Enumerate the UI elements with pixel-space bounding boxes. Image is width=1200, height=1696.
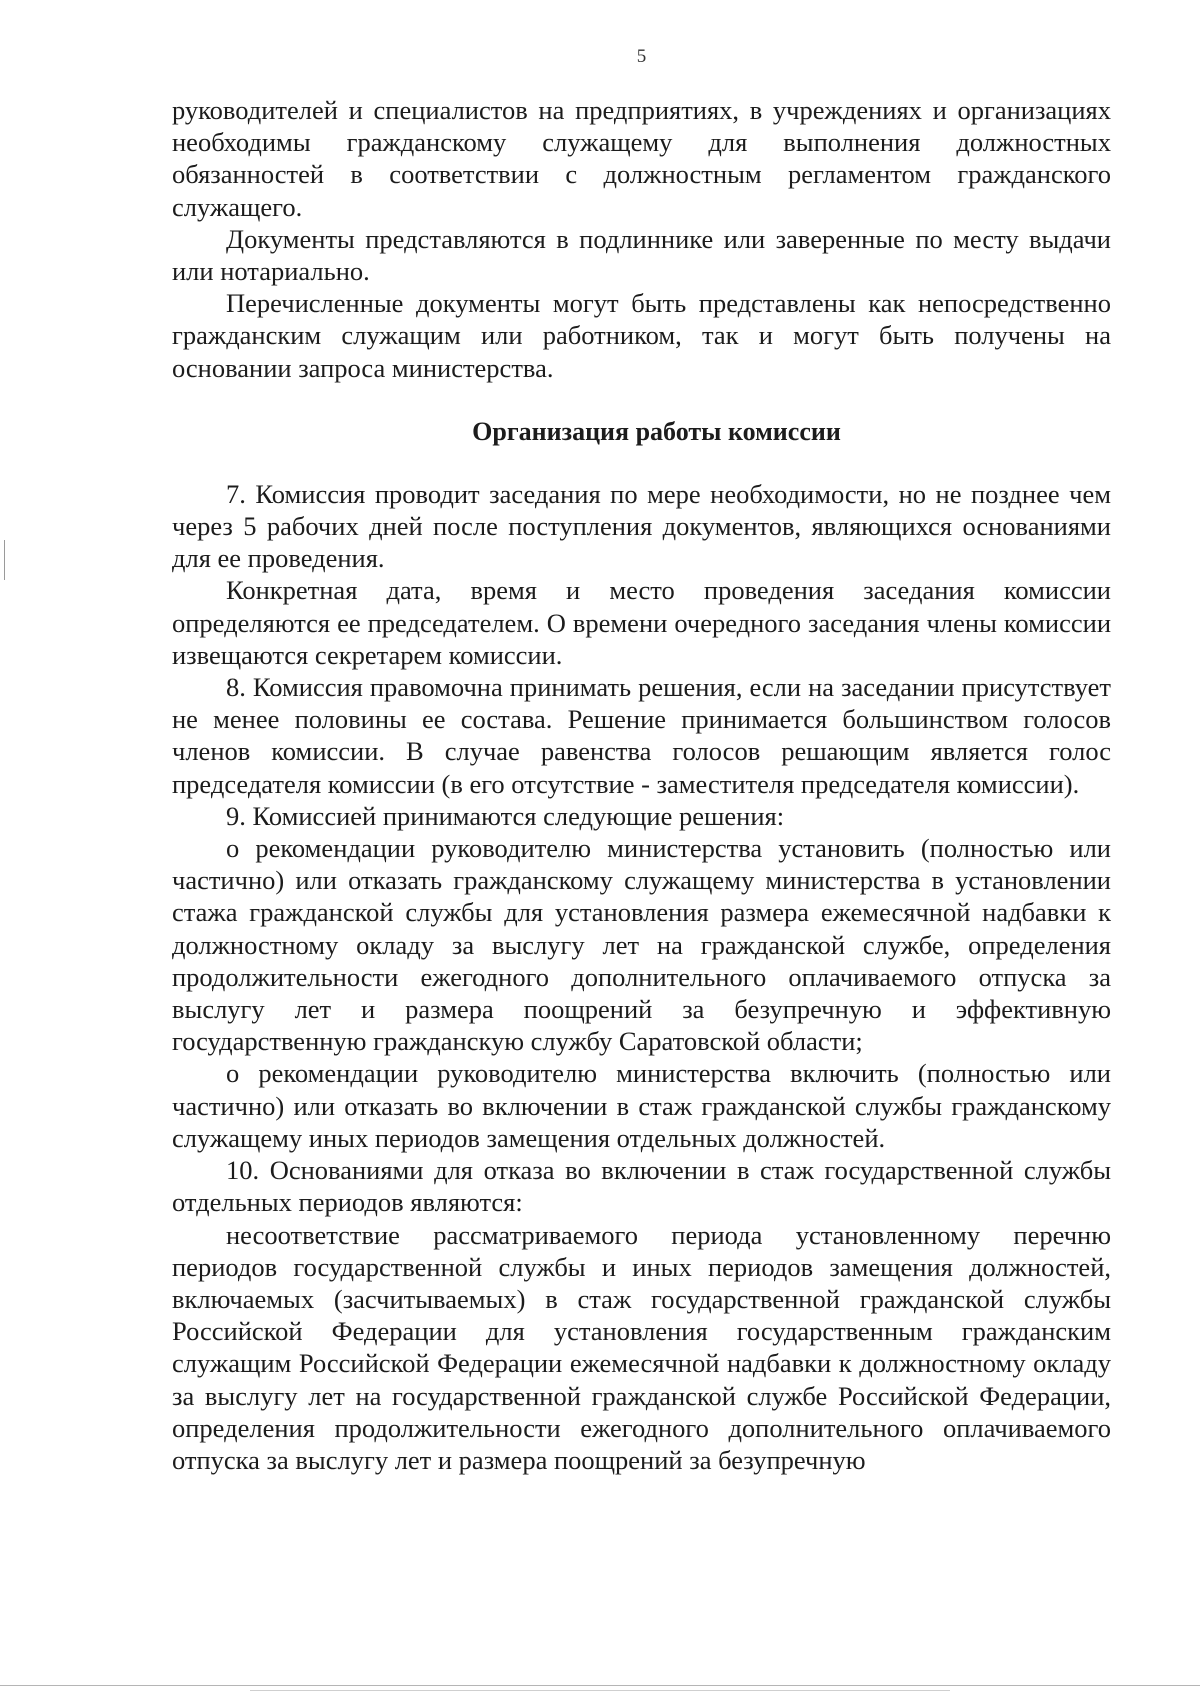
paragraph-meeting-date: Конкретная дата, время и место проведения заседания комиссии определяются ее председателем. О времени очередного заседания члены комиссии извещаются секретарем комиссии. [172,575,1111,670]
document-body [172,94,1111,1476]
paragraph-item-9: 9. Комиссией принимаются следующие решения: [226,800,785,831]
paragraph-documents-originals: Документы представляются в подлиннике или заверенные по месту выдачи или нотариально. [172,223,1111,287]
paragraph-documents-submission: Перечисленные документы могут быть представлены как непосредственно гражданским служащим или работником, так и могут быть получены на основании запроса министерства. [172,288,1111,383]
paragraph-grounds-mismatch: несоответствие рассматриваемого периода установленному перечню периодов государственной службы и иных периодов замещения должностей, включаемых (засчитываемых) в стаж государственной гражданской службы Российской Федерации для установления государственным гражданским служащим Российской Федерации ежемесячной надбавки к должностному окладу за выслугу лет на государственной гражданской службе Российской Федерации, определения продолжительности ежегодного дополнительного оплачиваемого отпуска за выслугу лет и размера поощрений за безупречную [172,1219,1111,1475]
paragraph-decision-establish: о рекомендации руководителю министерства установить (полностью или частично) или отказать гражданскому служащему министерства в установлении стажа гражданской службы для установления размера ежемесячной надбавки к должностному окладу за выслугу лет на гражданской службе, определения продолжительности ежегодного дополнительного оплачиваемого отпуска за выслугу лет и размера поощрений за безупречную и эффективную государственную гражданскую службу Саратовской области; [172,833,1111,1057]
scan-margin-mark [4,540,5,580]
scan-bottom-edge [0,1685,1200,1686]
paragraph-item-10: 10. Основаниями для отказа во включении в стаж государственной службы отдельных периодов являются: [172,1155,1111,1218]
page-number: 5 [636,46,647,67]
paragraph-item-8: 8. Комиссия правомочна принимать решения, если на заседании присутствует не менее половины ее состава. Решение принимается большинством голосов членов комиссии. В случае равенства голосов решающим является голос председателя комиссии (в его отсутствие - заместителя председателя комиссии). [172,672,1111,799]
scan-bottom-edge-secondary [250,1690,950,1691]
paragraph-continuation: руководителей и специалистов на предприятиях, в учреждениях и организациях необходимы гражданскому служащему для выполнения должностных обязанностей в соответствии с должностным регламентом гражданского служащего. [172,95,1111,222]
paragraph-item-7: 7. Комиссия проводит заседания по мере необходимости, но не позднее чем через 5 рабочих дней после поступления документов, являющихся основаниями для ее проведения. [172,478,1111,574]
section-heading: Организация работы комиссии [472,416,841,446]
paragraph-decision-include: о рекомендации руководителю министерства включить (полностью или частично) или отказать во включении в стаж гражданской службы гражданскому служащему иных периодов замещения отдельных должностей. [172,1058,1111,1153]
